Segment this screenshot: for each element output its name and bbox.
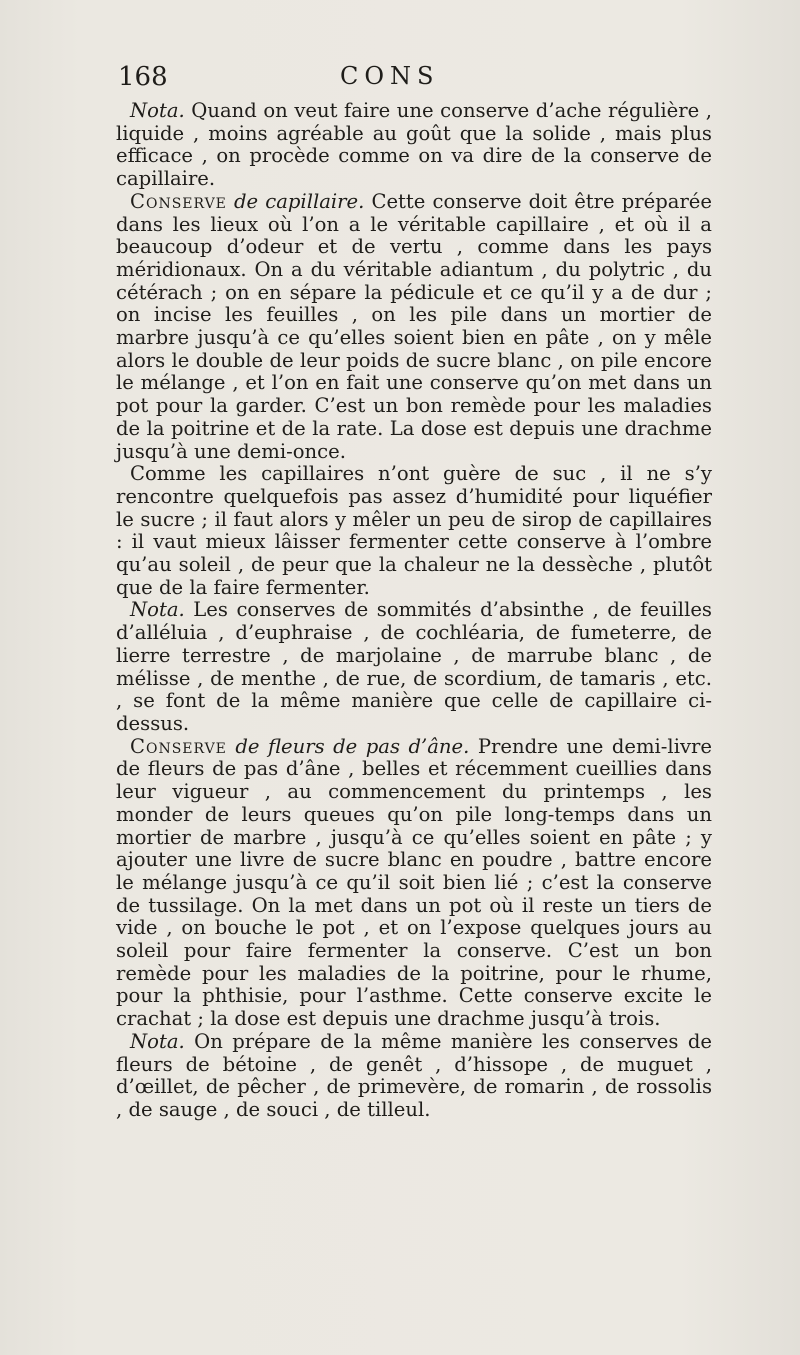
nota-label: Nota. <box>130 598 185 622</box>
paragraph-nota-sommites: Nota. Les conserves de sommités d’absinthe , de feuilles d’alléluia , d’euphraise , de cochléaria, de fumeterre, de lierre terrestre , de marjolaine , de marrube blanc , de mélisse , de menthe , de rue, de scordium, de tamaris , etc. , se font de la même manière que celle de capillaire ci-dessus. <box>116 598 712 735</box>
paragraph-nota-ache: Nota. Quand on veut faire une conserve d’ache régulière , liquide , moins agréable au goût que la solide , mais plus efficace , on procède comme on va dire de la conserve de capillaire. <box>116 99 712 191</box>
nota-label: Nota. <box>130 99 185 122</box>
nota-label: Nota. <box>130 1029 185 1053</box>
paragraph-conserve-pas-dane: Conserve de fleurs de pas d’âne. Prendre une demi-livre de fleurs de pas d’âne , belles et récemment cueillies dans leur vigueur , au commencement du printemps , les monder de leurs queues qu’on pile long-temps dans un mortier de marbre , jusqu’à ce qu’elles soient en pâte ; y ajouter une livre de sucre blanc en poudre , battre encore le mélange jusqu’à ce qu’il soit bien lié ; c’est la conserve de tussilage. On la met dans un pot où il reste un tiers de vide , on bouche le pot , et on l’expose quelques jours au soleil pour faire fermenter la conserve. C’est un bon remède pour les maladies de la poitrine, pour le rhume, pour la phthisie, pour l’asthme. Cette conserve excite le crachat ; la dose est depuis une drachme jusqu’à trois. <box>116 734 712 1031</box>
entry-term: Conserve <box>130 189 227 213</box>
page-header <box>118 62 718 102</box>
paragraph-conserve-capillaire: Conserve de capillaire. Cette conserve doit être préparée dans les lieux où l’on a le véritable capillaire , et où il a beaucoup d’odeur et de vertu , comme dans les pays méridionaux. On a du véritable adiantum , du polytric , du cétérach ; on en sépare la pédicule et ce qu’il y a de dur ; on incise les feuilles , on les pile dans un mortier de marbre jusqu’à ce qu’elles soient bien en pâte , on y mêle alors le double de leur poids de sucre blanc , on pile encore le mélange , et l’on en fait une conserve qu’on met dans un pot pour la garder. C’est un bon remède pour les maladies de la poitrine et de la rate. La dose est depuis une drachme jusqu’à une demi-once. <box>116 189 713 463</box>
entry-subtitle: de capillaire. <box>234 189 365 213</box>
entry-subtitle: de fleurs de pas d’âne. <box>235 734 470 758</box>
body-text <box>116 100 712 1122</box>
running-head: CONS <box>340 62 440 90</box>
entry-term: Conserve <box>130 734 227 758</box>
paragraph-nota-fleurs: Nota. On prépare de la même manière les conserves de fleurs de bétoine , de genêt , d’hissope , de muguet , d’œillet, de pêcher , de primevère, de romarin , de rossolis , de sauge , de souci , de tilleul. <box>116 1029 712 1121</box>
page-number: 168 <box>118 62 168 92</box>
paragraph-capillaires-suc: Comme les capillaires n’ont guère de suc , il ne s’y rencontre quelquefois pas assez d’humidité pour liquéfier le sucre ; il faut alors y mêler un peu de sirop de capillaires : il vaut mieux lâisser fermenter cette conserve à l’ombre qu’au soleil , de peur que la chaleur ne la dessèche , plutôt que de la faire fermenter. <box>116 462 712 599</box>
